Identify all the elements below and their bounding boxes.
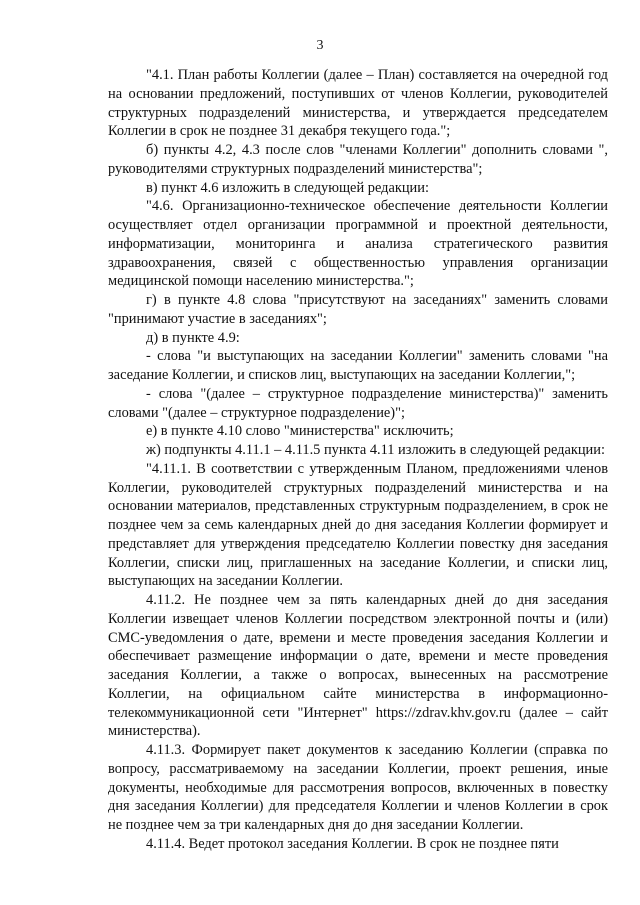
paragraph-e: е) в пункте 4.10 слово "министерства" исключить; [146, 423, 454, 440]
paragraph-4-11-1: "4.11.1. В соответствии с утвержденным Планом, предложениями членов Коллегии, руководителей структурных подразделений министерства и на основании материалов, представленных структурным подразделением, в срок не позднее чем за семь календарных дней до дня заседания Коллегии формирует и представляет для утверждения председателю Коллегии повестку дня заседания Коллегии, списки лиц, приглашенных на заседание Коллегии, и списки лиц, выступающих на заседании Коллегии. [108, 460, 608, 590]
paragraph-d: д) в пункте 4.9: [146, 329, 240, 346]
paragraph-4-1: "4.1. План работы Коллегии (далее – План) составляется на очередной год на основании предложений, поступивших от членов Коллегии, руководителей структурных подразделений министерства, и утверждается председателем Коллегии в срок не позднее 31 декабря текущего года."; [108, 67, 608, 140]
paragraph-4-6: "4.6. Организационно-техническое обеспечение деятельности Коллегии осуществляет отдел организации программной и проектной деятельности, информатизации, мониторинга и анализа стратегического развития здравоохранения, связей с общественностью управления организации медицинской помощи населению министерства."; [108, 198, 608, 290]
paragraph-b: б) пункты 4.2, 4.3 после слов "членами Коллегии" дополнить словами ", руководителями структурных подразделений министерства"; [108, 142, 608, 177]
paragraph-4-11-3: 4.11.3. Формирует пакет документов к заседанию Коллегии (справка по вопросу, рассматриваемому на заседании Коллегии, проект решения, иные документы, необходимые для рассмотрения вопросов, включенных в повестку дня заседания Коллегии) для председателя Коллегии и членов Коллегии в срок не позднее чем за три календарных дня до дня заседании Коллегии. [108, 742, 608, 833]
paragraph-zh: ж) подпункты 4.11.1 – 4.11.5 пункта 4.11 изложить в следующей редакции: [146, 442, 605, 458]
paragraph-v: в) пункт 4.6 изложить в следующей редакции: [146, 179, 429, 196]
page-number: 3 [316, 38, 324, 53]
paragraph-4-11-4: 4.11.4. Ведет протокол заседания Коллегии. В срок не позднее пяти [146, 835, 559, 852]
paragraph-4-11-2: 4.11.2. Не позднее чем за пять календарных дней до дня заседания Коллегии извещает членов Коллегии посредством электронной почты и (или) СМС-уведомления о дате, времени и месте проведения заседания Коллегии и обеспечивает размещение информации о дате, времени и месте проведения заседания Коллегии, а также о вопросах, вынесенных на рассмотрение Коллегии, на официальном сайте министерства в информационно-телекоммуникационной сети "Интернет" https://zdrav.khv.gov.ru (далее – сайт министерства). [108, 592, 608, 740]
paragraph-g: г) в пункте 4.8 слова "присутствуют на заседаниях" заменить словами "принимают участие в заседаниях"; [108, 292, 608, 327]
paragraph-d-item-2: - слова "(далее – структурное подразделение министерства)" заменить словами "(далее – структурное подразделение)"; [108, 385, 608, 421]
document-body [108, 66, 608, 854]
paragraph-d-item-1: - слова "и выступающих на заседании Коллегии" заменить словами "на заседание Коллегии, и списков лиц, выступающих на заседании Коллегии,"; [108, 348, 608, 383]
